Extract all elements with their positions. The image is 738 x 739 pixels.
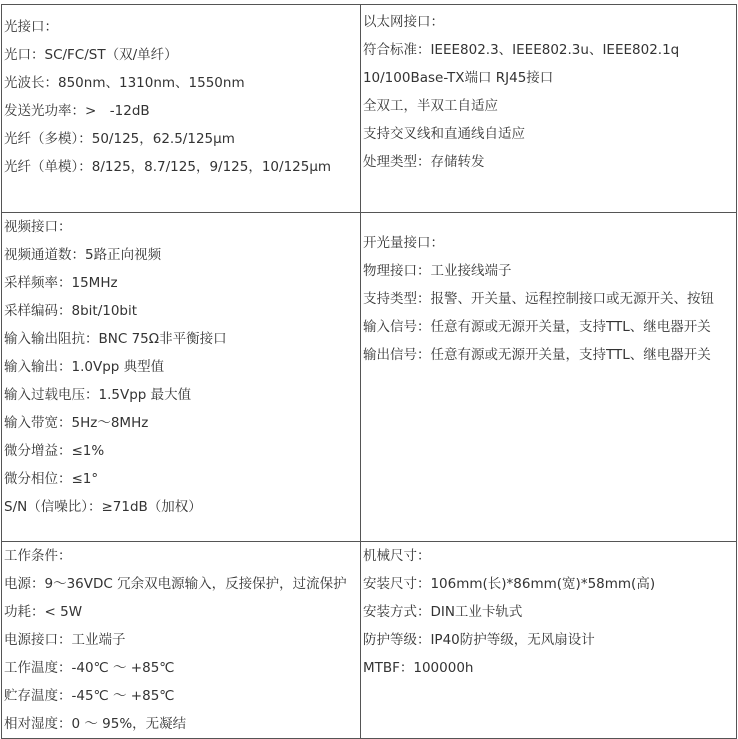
spec-line: 微分增益：≤1% <box>4 443 105 459</box>
spec-line: 光波长：850nm、1310nm、1550nm <box>4 75 245 91</box>
spec-line: 输入过载电压：1.5Vpp 最大值 <box>4 387 192 403</box>
spec-line: 功耗：< 5W <box>4 604 83 620</box>
spec-line: 输入带宽：5Hz～8MHz <box>4 415 149 431</box>
spec-line: 输出信号：任意有源或无源开关量，支持TTL、继电器开关 <box>362 347 711 363</box>
spec-line: 输入输出：1.0Vpp 典型值 <box>4 359 165 375</box>
section-title: 以太网接口： <box>362 14 444 30</box>
section-title: 工作条件： <box>4 548 72 564</box>
spec-line: 光纤（多模）：50/125，62.5/125μm <box>4 131 235 147</box>
spec-line: 10/100Base-TX端口 RJ45接口 <box>362 70 554 86</box>
spec-line: 物理接口：工业接线端子 <box>362 263 512 279</box>
spec-line: 全双工，半双工自适应 <box>362 98 498 114</box>
section-title: 机械尺寸： <box>362 548 431 564</box>
spec-line: 电源接口：工业端子 <box>4 632 126 648</box>
spec-table <box>1 4 737 739</box>
spec-line: 采样编码：8bit/10bit <box>4 303 138 319</box>
spec-line: S/N（信噪比）：≥71dB（加权） <box>4 499 202 515</box>
spec-line: 处理类型：存储转发 <box>362 154 485 170</box>
spec-line: 电源：9～36VDC 冗余双电源输入，反接保护，过流保护 <box>4 576 347 592</box>
optical-interface-cell <box>2 5 361 213</box>
spec-line: 符合标准：IEEE802.3、IEEE802.3u、IEEE802.1q <box>362 42 680 58</box>
spec-line: 输入输出阻抗：BNC 75Ω非平衡接口 <box>4 331 227 347</box>
spec-line: 采样频率：15MHz <box>4 275 118 291</box>
section-title: 开光量接口： <box>362 235 444 251</box>
mechanical-size-cell <box>360 542 736 739</box>
spec-line: 相对湿度：0 ～ 95%，无凝结 <box>4 716 187 732</box>
switch-interface-cell <box>360 213 736 542</box>
working-conditions-cell <box>2 542 361 739</box>
spec-line: 工作温度：-40℃ ～ +85℃ <box>4 660 175 676</box>
spec-line: 输入信号：任意有源或无源开关量，支持TTL、继电器开关 <box>362 319 711 335</box>
section-title: 视频接口： <box>4 219 72 235</box>
spec-line: 安装尺寸：106mm(长)*86mm(宽)*58mm(高) <box>362 576 656 592</box>
ethernet-interface-cell <box>360 5 736 213</box>
spec-line: 视频通道数：5路正向视频 <box>4 247 162 263</box>
spec-line: 微分相位：≤1° <box>4 471 99 487</box>
spec-line: MTBF：100000h <box>362 660 474 676</box>
spec-line: 光口：SC/FC/ST（双/单纤） <box>4 47 178 63</box>
spec-line: 防护等级：IP40防护等级，无风扇设计 <box>362 632 595 648</box>
spec-line: 贮存温度：-45℃ ～ +85℃ <box>4 688 175 704</box>
spec-line: 支持类型：报警、开关量、远程控制接口或无源开关、按钮 <box>362 291 714 307</box>
spec-line: 发送光功率：> -12dB <box>4 103 150 119</box>
section-title: 光接口： <box>4 19 58 35</box>
spec-line: 光纤（单模）：8/125，8.7/125，9/125，10/125μm <box>4 159 332 175</box>
spec-line: 安装方式：DIN工业卡轨式 <box>362 604 523 620</box>
spec-line: 支持交叉线和直通线自适应 <box>362 126 525 142</box>
video-interface-cell <box>2 213 361 542</box>
